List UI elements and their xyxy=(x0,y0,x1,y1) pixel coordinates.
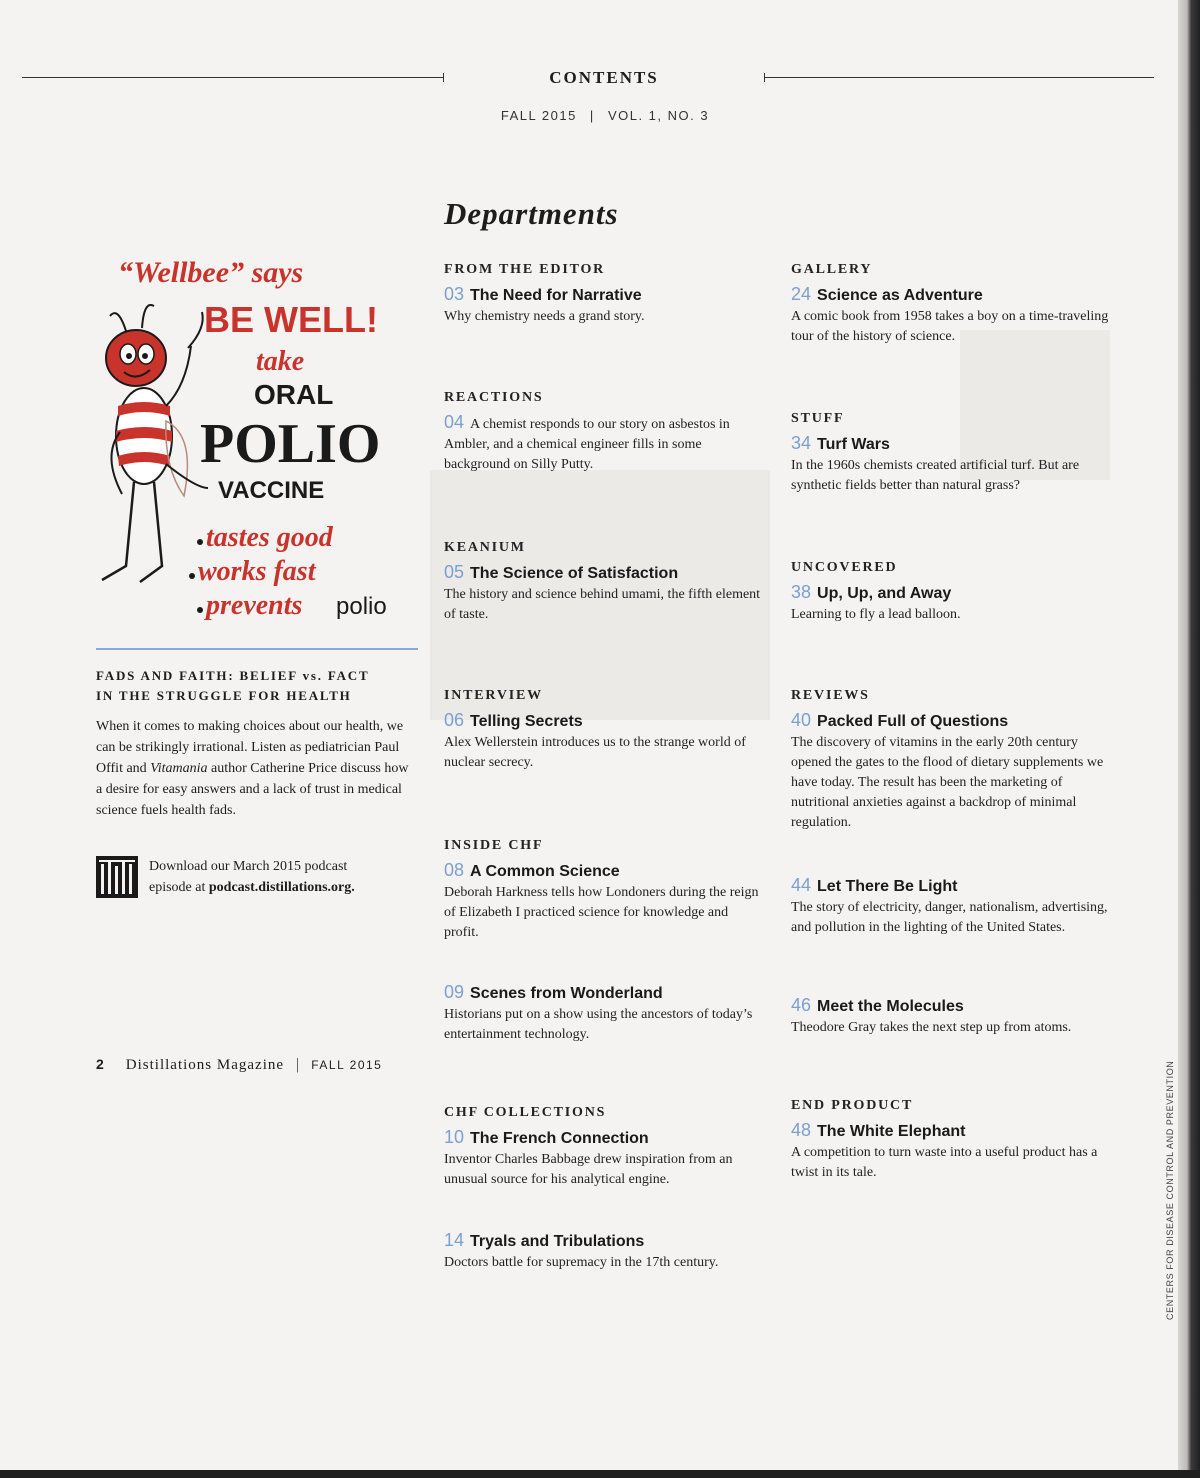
poster-line4: ORAL xyxy=(254,379,334,410)
article-title: Telling Secrets xyxy=(470,713,583,730)
feature-box xyxy=(96,648,418,821)
poster-line2: BE WELL! xyxy=(204,299,378,340)
article-title: Science as Adventure xyxy=(817,287,983,304)
feature-body-text: When it comes to making choices about our health, we can be strikingly irrational. Listen as pediatrician Paul Offit and xyxy=(96,719,404,776)
article-description: The history and science behind umami, the fifth element of taste. xyxy=(444,587,761,622)
article-description: The story of electricity, danger, nationalism, advertising, and pollution in the lighting of the United States. xyxy=(791,900,1108,935)
page-number: 04 xyxy=(444,412,465,432)
poster-bullet3-plain: polio xyxy=(336,593,387,620)
podcast-text xyxy=(149,856,355,898)
article-title: Tryals and Tribulations xyxy=(470,1233,645,1250)
image-credit: CENTERS FOR DISEASE CONTROL AND PREVENTION xyxy=(1165,1060,1175,1320)
toc-entry[interactable] xyxy=(791,1098,1111,1183)
poster-line1: “Wellbee” says xyxy=(118,256,304,289)
poster-bullet1: tastes good xyxy=(206,522,333,553)
article-description: A competition to turn waste into a useful product has a twist in its tale. xyxy=(791,1145,1098,1180)
toc-entry[interactable] xyxy=(791,875,1111,938)
feature-title-line2: IN THE STRUGGLE FOR HEALTH xyxy=(96,688,352,703)
toc-entry[interactable] xyxy=(444,540,764,625)
toc-entry[interactable] xyxy=(444,1230,764,1273)
article-title: A Common Science xyxy=(470,863,620,880)
article-title: Up, Up, and Away xyxy=(817,585,952,602)
article-description: Doctors battle for supremacy in the 17th century. xyxy=(444,1255,719,1270)
section-label: FROM THE EDITOR xyxy=(444,262,606,277)
poster-line5: POLIO xyxy=(200,413,381,475)
toc-entry[interactable] xyxy=(791,262,1111,347)
podcast-link[interactable]: podcast.distillations.org. xyxy=(208,880,355,895)
toc-entry[interactable] xyxy=(791,995,1111,1038)
poster-bullet3-script: prevents xyxy=(206,590,303,621)
page-title: CONTENTS xyxy=(549,68,659,87)
podcast-line2 xyxy=(149,877,355,898)
article-description: In the 1960s chemists created artificial turf. But are synthetic fields better than natural grass? xyxy=(791,458,1080,493)
poster-line3: take xyxy=(256,346,305,377)
toc-entry[interactable] xyxy=(444,390,764,475)
podcast-prefix: episode at xyxy=(149,880,206,895)
folio-bar xyxy=(96,1056,516,1078)
article-description: Inventor Charles Babbage drew inspiration from an unusual source for his analytical engine. xyxy=(444,1152,733,1187)
header-rule-left xyxy=(22,77,444,78)
poster-bullet2: works fast xyxy=(198,556,316,587)
footer-separator: | xyxy=(296,1056,300,1073)
article-title: Let There Be Light xyxy=(817,878,958,895)
footer-issue: FALL 2015 xyxy=(311,1058,383,1072)
page-number: 48 xyxy=(791,1120,812,1140)
wellbee-mascot-icon xyxy=(102,305,208,582)
page-bottom-edge xyxy=(0,1470,1200,1478)
article-title: The Science of Satisfaction xyxy=(470,565,679,582)
page-number: 24 xyxy=(791,284,812,304)
section-label: REACTIONS xyxy=(444,390,544,405)
page-number: 05 xyxy=(444,562,465,582)
page-number: 08 xyxy=(444,860,465,880)
page-number: 34 xyxy=(791,433,812,453)
page-number-footer: 2 xyxy=(96,1056,104,1072)
page-number: 06 xyxy=(444,710,465,730)
article-description: Alex Wellerstein introduces us to the strange world of nuclear secrecy. xyxy=(444,735,746,770)
section-label: END PRODUCT xyxy=(791,1098,914,1113)
article-title: Packed Full of Questions xyxy=(817,713,1009,730)
toc-entry[interactable] xyxy=(444,982,764,1045)
article-description: A chemist responds to our story on asbestos in Ambler, and a chemical engineer fills in some background on Silly Putty. xyxy=(444,417,730,472)
page-number: 46 xyxy=(791,995,812,1015)
toc-entry[interactable] xyxy=(444,688,764,773)
page-number: 03 xyxy=(444,284,465,304)
podcast-promo xyxy=(96,856,426,900)
section-label: CHF COLLECTIONS xyxy=(444,1105,607,1120)
toc-entry[interactable] xyxy=(791,688,1111,833)
feature-body-italic: Vitamania xyxy=(150,761,208,776)
section-label: KEANIUM xyxy=(444,540,526,555)
article-description: Theodore Gray takes the next step up from atoms. xyxy=(791,1020,1072,1035)
page-number: 38 xyxy=(791,582,812,602)
toc-entry[interactable] xyxy=(444,1105,764,1190)
page-edge xyxy=(1178,0,1200,1478)
article-title: The Need for Narrative xyxy=(470,287,642,304)
issue-separator: | xyxy=(589,108,595,123)
article-description: Deborah Harkness tells how Londoners during the reign of Elizabeth I practiced science for knowledge and profit. xyxy=(444,885,759,940)
section-label: INSIDE CHF xyxy=(444,838,544,853)
article-title: Scenes from Wonderland xyxy=(470,985,663,1002)
section-label: REVIEWS xyxy=(791,688,870,703)
toc-entry[interactable] xyxy=(444,262,764,327)
issue-volume: VOL. 1, NO. 3 xyxy=(607,108,710,123)
issue-season: FALL 2015 xyxy=(500,108,577,123)
issue-line xyxy=(380,108,830,123)
departments-heading: Departments xyxy=(444,196,619,231)
article-description: Historians put on a show using the ancestors of today’s entertainment technology. xyxy=(444,1007,753,1042)
feature-title xyxy=(96,666,418,706)
section-label: STUFF xyxy=(791,411,845,426)
article-description: A comic book from 1958 takes a boy on a time-traveling tour of the history of science. xyxy=(791,309,1109,344)
feature-body-text: author Catherine Price discuss how a desire for easy answers and a lack of trust in medical science fuels health fads. xyxy=(96,761,409,818)
podcast-line1: Download our March 2015 podcast xyxy=(149,859,348,874)
section-label: GALLERY xyxy=(791,262,873,277)
polio-vaccine-poster xyxy=(96,236,416,626)
article-title: The White Elephant xyxy=(817,1123,966,1140)
toc-entry[interactable] xyxy=(791,411,1111,496)
feature-body xyxy=(96,716,418,821)
toc-entry[interactable] xyxy=(444,838,764,943)
article-description: Learning to fly a lead balloon. xyxy=(791,607,961,622)
header-rule-right xyxy=(764,77,1154,78)
article-title: The French Connection xyxy=(470,1130,649,1147)
section-label: UNCOVERED xyxy=(791,560,898,575)
toc-entry[interactable] xyxy=(791,560,1111,625)
header-rule-tick xyxy=(764,73,765,82)
page-number: 09 xyxy=(444,982,465,1002)
page-number: 40 xyxy=(791,710,812,730)
article-description: The discovery of vitamins in the early 20th century opened the gates to the flood of dietary supplements we have today. The result has been the marketing of nutritional anxieties against a backdrop of minimal regulation. xyxy=(791,735,1104,830)
article-title: Turf Wars xyxy=(817,436,890,453)
page-number: 10 xyxy=(444,1127,465,1147)
page-number: 14 xyxy=(444,1230,465,1250)
article-description-block xyxy=(444,412,764,475)
magazine-name: Distillations Magazine xyxy=(125,1057,285,1073)
distillations-logo-icon xyxy=(96,856,138,898)
section-label: INTERVIEW xyxy=(444,688,543,703)
poster-line6: VACCINE xyxy=(218,477,325,504)
article-title: Meet the Molecules xyxy=(817,998,964,1015)
page-number: 44 xyxy=(791,875,812,895)
feature-title-line1: FADS AND FAITH: BELIEF vs. FACT xyxy=(96,668,370,683)
article-description: Why chemistry needs a grand story. xyxy=(444,309,645,324)
